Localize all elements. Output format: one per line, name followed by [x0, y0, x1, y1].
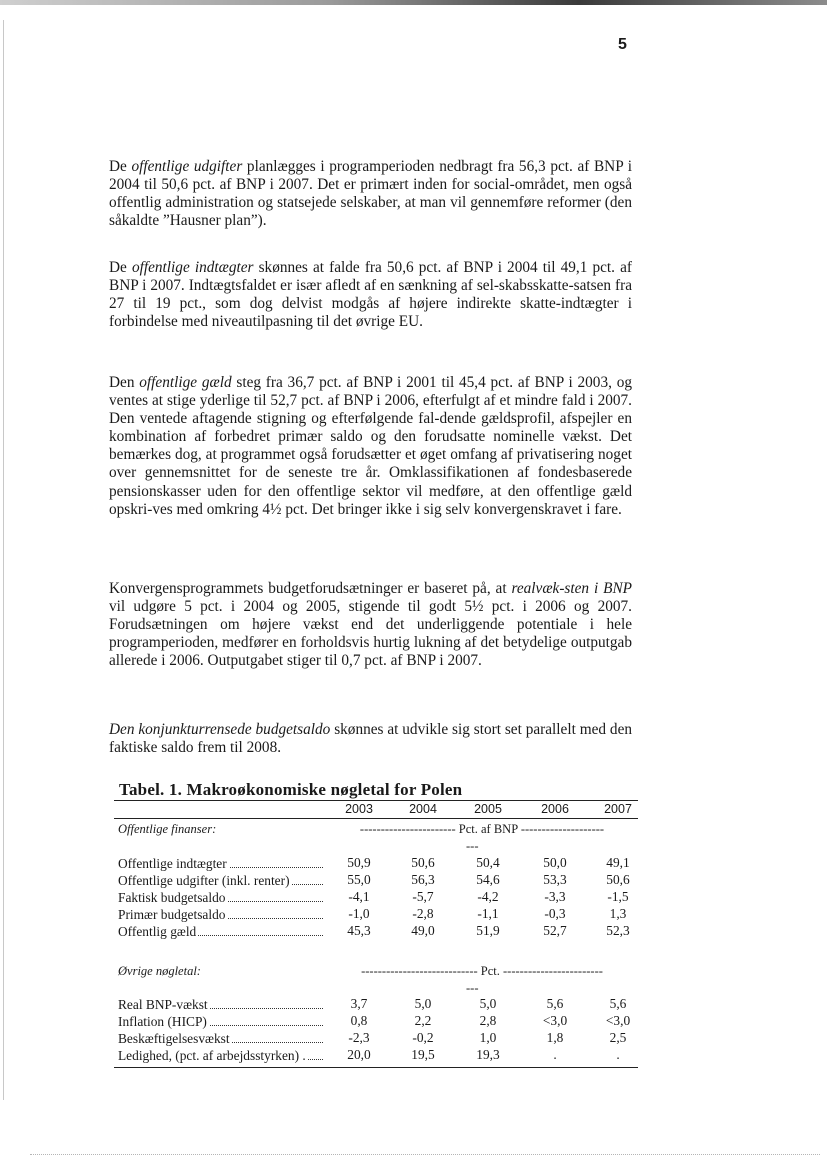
- table-cell: 19,5: [411, 1047, 435, 1062]
- table-cell: 5,0: [414, 996, 432, 1011]
- paragraph-public-revenue: [109, 259, 632, 331]
- italic-term: offentlige indtægter: [131, 259, 254, 276]
- italic-term: realvæk-sten i BNP: [511, 580, 632, 597]
- row-label-text: Real BNP-vækst: [118, 997, 208, 1012]
- table-cell: .: [616, 1047, 620, 1062]
- column-header-year: 2006: [541, 802, 569, 816]
- table-cell: 56,3: [411, 872, 435, 887]
- row-label-text: Primær budgetsaldo: [118, 907, 226, 922]
- section-heading: Offentlige finanser:: [118, 822, 217, 836]
- table-cell: 51,9: [476, 923, 500, 938]
- table-cell: 50,9: [347, 855, 371, 870]
- section-heading: Øvrige nøgletal:: [118, 964, 201, 978]
- paragraph-text: Konvergensprogrammets budgetforudsætninger er baseret på, at: [109, 580, 512, 597]
- table-cell: 52,7: [543, 923, 567, 938]
- table-cell: -5,7: [412, 889, 434, 904]
- scan-left-edge: [3, 20, 4, 1100]
- row-label-text: Ledighed, (pct. af arbejdsstyrken) .: [118, 1048, 306, 1063]
- table-cell: 50,6: [606, 872, 630, 887]
- paragraph-text: De: [109, 158, 132, 175]
- scan-top-edge: [0, 0, 827, 5]
- table-cell: .: [553, 1047, 557, 1062]
- table-row-label: [118, 1013, 323, 1029]
- column-header-year: 2007: [604, 802, 632, 816]
- paragraph-structural-balance: [109, 721, 632, 757]
- table-cell: 52,3: [606, 923, 630, 938]
- table-row-label: [118, 855, 323, 871]
- table-cell: 2,5: [609, 1030, 627, 1045]
- italic-term: Den konjunkturrensede budgetsaldo: [109, 721, 331, 738]
- table-cell: 50,4: [476, 855, 500, 870]
- italic-term: offentlige udgifter: [131, 158, 243, 175]
- table-cell: 53,3: [543, 872, 567, 887]
- table-cell: 5,6: [609, 996, 627, 1011]
- table-cell: 2,2: [414, 1013, 432, 1028]
- table-cell: 49,1: [606, 855, 630, 870]
- table-title: Tabel. 1. Makroøkonomiske nøgletal for Polen: [119, 780, 463, 799]
- paragraph-text: De: [109, 259, 132, 276]
- page-number: 5: [618, 36, 627, 53]
- paragraph-text: steg fra 36,7 pct. af BNP i 2001 til 45,4 pct. af BNP i 2003, og ventes at stige yderlige til 52,7 pct. af BNP i 2006, efterfulgt af et mindre fald i 2007. Den ventede aftagende stigning og efterfølgende fal-dende gældsprofil, afspejler en kombination af forbedret primær saldo og den forudsatte nominelle vækst. Det bemærkes dog, at programmet også forudsætter et øget omfang af privatisering noget over gennemsnittet for de seneste tre år. Omklassifikationen af fondesbaserede pensionskasser uden for den offentlige sektor vil medføre, at den offentlige gæld opskri-ves med omkring 4½ pct. Det bringer ikke i sig selv konvergenskravet i fare.: [109, 374, 633, 518]
- table-cell: 19,3: [476, 1047, 500, 1062]
- table-cell: -4,2: [477, 889, 499, 904]
- paragraph-real-growth: [109, 580, 632, 670]
- table-cell: -1,0: [348, 906, 370, 921]
- table-cell: 0,8: [350, 1013, 368, 1028]
- paragraph-text: vil udgøre 5 pct. i 2004 og 2005, stigende til godt 5½ pct. i 2006 og 2007. Forudsætningen om højere vækst end det underliggende potentiale i hele programperioden, medfører en forholdsvis hurtig lukning af det betydelige outputgab allerede i 2006. Outputgabet stiger til 0,7 pct. af BNP i 2007.: [109, 598, 632, 670]
- table-header-rule: [114, 818, 638, 819]
- table-cell: 54,6: [476, 872, 500, 887]
- paragraph-public-debt: [109, 374, 632, 519]
- unit-label: ----------------------- Pct. af BNP --------------------: [359, 822, 605, 836]
- table-cell: 5,0: [479, 996, 497, 1011]
- table-cell: -0,3: [544, 906, 566, 921]
- table-cell: <3,0: [605, 1013, 631, 1028]
- table-cell: 20,0: [347, 1047, 371, 1062]
- column-header-year: 2004: [409, 802, 437, 816]
- table-cell: 1,0: [479, 1030, 497, 1045]
- paragraph-text: Den: [109, 374, 140, 391]
- table-cell: -2,8: [412, 906, 434, 921]
- row-label-text: Offentlige udgifter (inkl. renter): [118, 873, 290, 888]
- table-cell: -1,1: [477, 906, 499, 921]
- table-row-label: [118, 923, 323, 939]
- table-cell: 5,6: [546, 996, 564, 1011]
- row-label-text: Offentlige indtægter: [118, 856, 227, 871]
- table-cell: 50,6: [411, 855, 435, 870]
- table-bottom-rule: [114, 1067, 638, 1068]
- table-row-label: [118, 1030, 323, 1046]
- table-row-label: [118, 996, 323, 1012]
- paragraph-text: planlægges i programperioden nedbragt fra 56,3 pct. af BNP i 2004 til 50,6 pct. af BNP i 2007. Det er primært inden for social-området, men også offentlig administration og statsejede selskaber, at man vil gennemføre reformer (den såkaldte ”Hausner plan”).: [109, 158, 632, 230]
- table-cell: 2,8: [479, 1013, 497, 1028]
- italic-term: offentlige gæld: [139, 374, 232, 391]
- table-cell: 49,0: [411, 923, 435, 938]
- unit-label: ---------------------------- Pct. ------------------------: [361, 964, 603, 978]
- row-label-text: Inflation (HICP): [118, 1014, 207, 1029]
- unit-label-sub: ---: [466, 839, 479, 853]
- unit-label-sub: ---: [466, 981, 479, 995]
- table-cell: -4,1: [348, 889, 370, 904]
- row-label-text: Faktisk budgetsaldo: [118, 890, 226, 905]
- table-row-label: [118, 872, 323, 888]
- table-cell: 1,8: [546, 1030, 564, 1045]
- row-label-text: Offentlig gæld: [118, 924, 197, 939]
- column-header-year: 2003: [345, 802, 373, 816]
- table-cell: 1,3: [609, 906, 627, 921]
- paragraph-public-expenditure: [109, 158, 632, 230]
- paragraph-text: skønnes at falde fra 50,6 pct. af BNP i 2004 til 49,1 pct. af BNP i 2007. Indtægtsfaldet er især afledt af en sænkning af sel-skabsskatte-satsen fra 27 til 19 pct., som dog delvist modgås af højere indirekte skatte-indtægter i forbindelse med niveautilpasning til det øvrige EU.: [109, 259, 632, 331]
- table-row-label: [118, 1047, 323, 1063]
- paragraph-text: skønnes at udvikle sig stort set parallelt med den faktiske saldo frem til 2008.: [109, 721, 633, 757]
- table-cell: <3,0: [542, 1013, 568, 1028]
- table-cell: -1,5: [607, 889, 629, 904]
- table-cell: 50,0: [543, 855, 567, 870]
- table-row-label: [118, 889, 323, 905]
- table-cell: -2,3: [348, 1030, 370, 1045]
- scan-bottom-edge: [30, 1154, 820, 1155]
- table-cell: -3,3: [544, 889, 566, 904]
- row-label-text: Beskæftigelsesvækst: [118, 1031, 230, 1046]
- table-cell: 55,0: [347, 872, 371, 887]
- column-header-year: 2005: [474, 802, 502, 816]
- table-row-label: [118, 906, 323, 922]
- table-cell: 3,7: [350, 996, 368, 1011]
- table-cell: -0,2: [412, 1030, 434, 1045]
- table-cell: 45,3: [347, 923, 371, 938]
